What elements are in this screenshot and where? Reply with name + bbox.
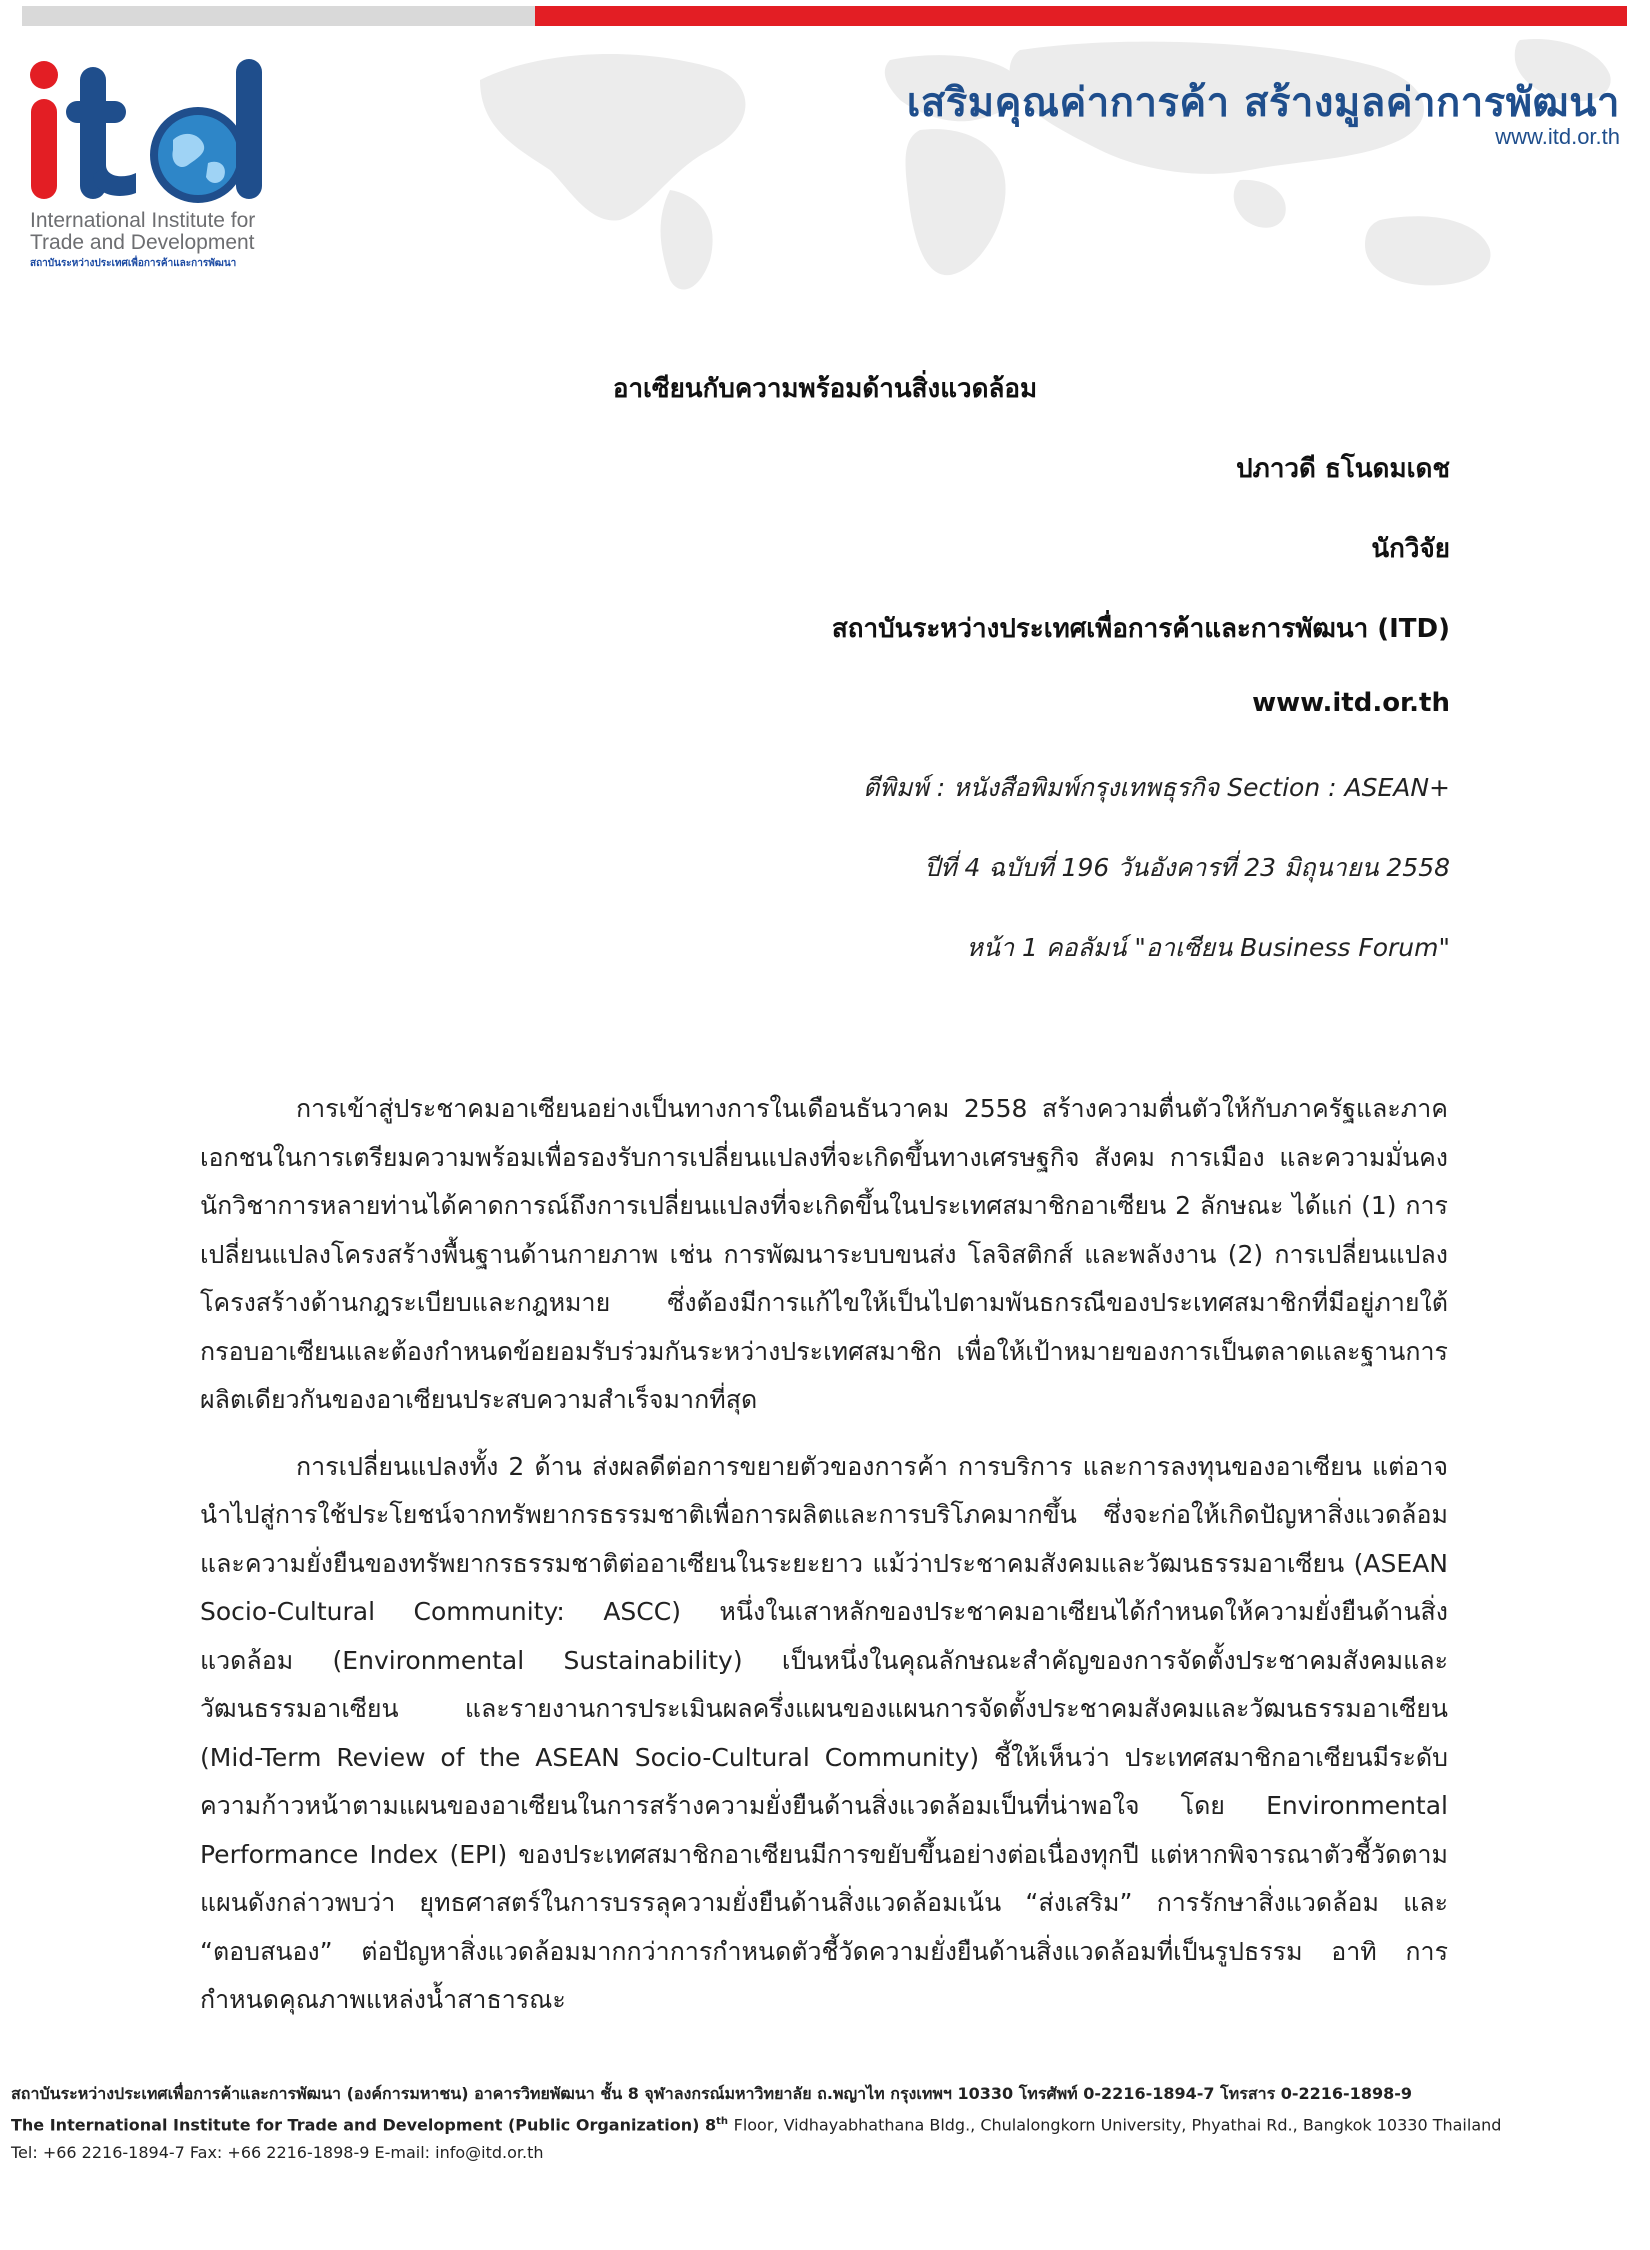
header-website: www.itd.or.th [1495,124,1620,149]
logo-english-line2: Trade and Development [30,231,255,254]
publication-line-1: ตีพิมพ์ : หนังสือพิมพ์กรุงเทพธุรกิจ Section : ASEAN+ [863,773,1450,802]
article-paragraph-2: การเปลี่ยนแปลงทั้ง 2 ด้าน ส่งผลดีต่อการขยายตัวของการค้า การบริการ และการลงทุนของอาเซียน แต่อาจนำไปสู่การใช้ประโยชน์จากทรัพยากรธรรมชาติเพื่อการผลิตและการบริโภคมากขึ้น ซึ่งจะก่อให้เกิดปัญหาสิ่งแวดล้อมและความยั่งยืนของทรัพยากรธรรมชาติต่ออาเซียนในระยะยาว แม้ว่าประชาคมสังคมและวัฒนธรรมอาเซียน (ASEAN Socio-Cultural Community: ASCC) หนึ่งในเสาหลักของประชาคมอาเซียนได้กำหนดให้ความยั่งยืนด้านสิ่งแวดล้อม (Environmental Sustainability) เป็นหนึ่งในคุณลักษณะสำคัญของการจัดตั้งประชาคมสังคมและวัฒนธรรมอาเซียน และรายงานการประเมินผลครึ่งแผนของแผนการจัดตั้งประชาคมสังคมและวัฒนธรรมอาเซียน (Mid-Term Review of the ASEAN Socio-Cultural Community) ชี้ให้เห็นว่า ประเทศสมาชิกอาเซียนมีระดับความก้าวหน้าตามแผนของอาเซียนในการสร้างความยั่งยืนด้านสิ่งแวดล้อมเป็นที่น่าพอใจ โดย Environmental Performance Index (EPI) ของประเทศสมาชิกอาเซียนมีการขยับขึ้นอย่างต่อเนื่องทุกปี แต่หากพิจารณาตัวชี้วัดตามแผนดังกล่าวพบว่า ยุทธศาสตร์ในการบรรลุความยั่งยืนด้านสิ่งแวดล้อมเน้น “ส่งเสริม” การรักษาสิ่งแวดล้อม และ “ตอบสนอง” ต่อปัญหาสิ่งแวดล้อมมากกว่าการกำหนดตัวชี้วัดความยั่งยืนด้านสิ่งแวดล้อมที่เป็นรูปธรรม อาทิ การกำหนดคุณภาพแหล่งน้ำสาธารณะ [200,1451,1448,2014]
footer-thai-address: สถาบันระหว่างประเทศเพื่อการค้าและการพัฒนา (องค์การมหาชน) อาคารวิทยพัฒนา ชั้น 8 จุฬาลงกรณ์มหาวิทยาลัย ถ.พญาไท กรุงเทพฯ 10330 โทรศัพท์ 0-2216-1894-7 โทรสาร 0-2216-1898-9 [11,2084,1412,2103]
world-map-watermark [420,20,1630,300]
page-footer [11,2080,1641,2167]
article-body [200,1085,1448,2043]
article-author-position: นักวิจัย [1371,534,1450,564]
footer-english-address [11,2108,1641,2139]
footer-address-rest: Floor, Vidhayabhathana Bldg., Chulalongkorn University, Phyathai Rd., Bangkok 10330 Thailand [733,2115,1502,2135]
header-slogan: เสริมคุณค่าการค้า สร้างมูลค่าการพัฒนา [906,80,1620,126]
footer-floor-suffix: th [716,2116,729,2127]
footer-floor-number: 8 [704,2115,717,2135]
footer-contact: Tel: +66 2216-1894-7 Fax: +66 2216-1898-9 E-mail: info@itd.or.th [11,2143,544,2163]
itd-logo-mark [28,55,288,205]
article-author: ปภาวดี ธโนดมเดช [1236,454,1450,484]
itd-logo [28,55,288,285]
logo-english-name [30,210,255,254]
logo-english-line1: International Institute for [30,209,256,232]
article-website: www.itd.or.th [1252,688,1450,718]
article-title: อาเซียนกับความพร้อมด้านสิ่งแวดล้อม [612,374,1038,404]
footer-org-name: The International Institute for Trade and Development (Public Organization) [11,2115,700,2135]
logo-thai-name: สถาบันระหว่างประเทศเพื่อการค้าและการพัฒนา [30,258,237,269]
article-organization: สถาบันระหว่างประเทศเพื่อการค้าและการพัฒนา (ITD) [831,614,1450,644]
article-paragraph-1: การเข้าสู่ประชาคมอาเซียนอย่างเป็นทางการในเดือนธันวาคม 2558 สร้างความตื่นตัวให้กับภาครัฐและภาคเอกชนในการเตรียมความพร้อมเพื่อรองรับการเปลี่ยนแปลงที่จะเกิดขึ้นทางเศรษฐกิจ สังคม การเมือง และความมั่นคง นักวิชาการหลายท่านได้คาดการณ์ถึงการเปลี่ยนแปลงที่จะเกิดขึ้นในประเทศสมาชิกอาเซียน 2 ลักษณะ ได้แก่ (1) การเปลี่ยนแปลงโครงสร้างพื้นฐานด้านกายภาพ เช่น การพัฒนาระบบขนส่ง โลจิสติกส์ และพลังงาน (2) การเปลี่ยนแปลงโครงสร้างด้านกฎระเบียบและกฎหมาย ซึ่งต้องมีการแก้ไขให้เป็นไปตามพันธกรณีของประเทศสมาชิกที่มีอยู่ภายใต้กรอบอาเซียนและต้องกำหนดข้อยอมรับร่วมกันระหว่างประเทศสมาชิก เพื่อให้เป้าหมายของการเป็นตลาดและฐานการผลิตเดียวกันของอาเซียนประสบความสำเร็จมากที่สุด [200,1094,1448,1414]
publication-line-2: ปีที่ 4 ฉบับที่ 196 วันอังคารที่ 23 มิถุนายน 2558 [924,853,1450,882]
publication-line-3: หน้า 1 คอลัมน์ "อาเซียน Business Forum" [966,933,1450,962]
